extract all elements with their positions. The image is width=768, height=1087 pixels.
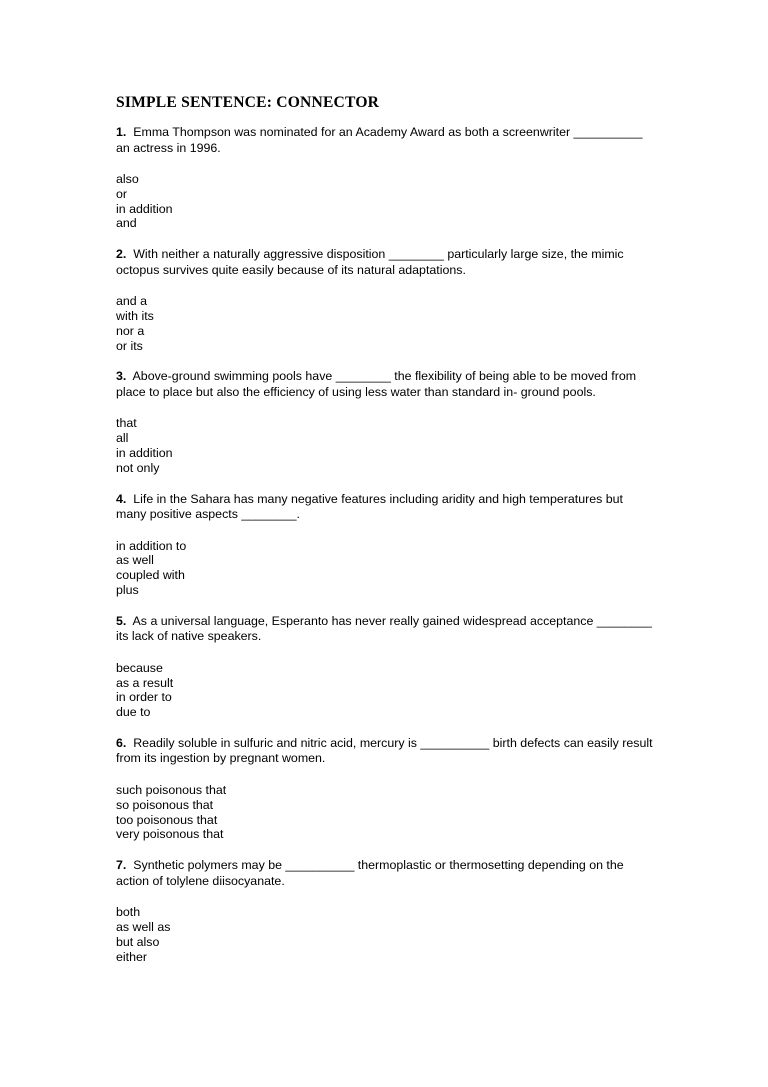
question-body: Life in the Sahara has many negative features including aridity and high temperatures but many positive aspects ________. xyxy=(116,491,623,522)
question-number: 2. xyxy=(116,247,127,262)
answer-options xyxy=(116,905,656,964)
answer-option: all xyxy=(116,431,129,446)
answer-option: in addition xyxy=(116,201,173,216)
answer-option: that xyxy=(116,416,137,431)
answer-option: in order to xyxy=(116,690,172,705)
question-body: As a universal language, Esperanto has never really gained widespread acceptance ________ its lack of native speakers. xyxy=(116,613,652,644)
question-number: 7. xyxy=(116,858,127,873)
question-text xyxy=(116,492,656,523)
question-7 xyxy=(116,858,656,964)
answer-option: such poisonous that xyxy=(116,782,227,797)
answer-option: or its xyxy=(116,338,143,353)
question-4 xyxy=(116,492,656,614)
question-text xyxy=(116,247,656,278)
answer-options xyxy=(116,539,656,598)
answer-option: nor a xyxy=(116,323,145,338)
worksheet-page xyxy=(116,93,656,964)
answer-option: due to xyxy=(116,705,151,720)
question-body: Emma Thompson was nominated for an Academy Award as both a screenwriter __________ an actress in 1996. xyxy=(116,125,643,155)
answer-option: or xyxy=(116,186,128,201)
answer-option: and xyxy=(116,216,137,231)
question-body: With neither a naturally aggressive disposition ________ particularly large size, the mimic octopus survives quite easily because of its natural adaptations. xyxy=(116,247,624,277)
question-body: Readily soluble in sulfuric and nitric acid, mercury is __________ birth defects can easily result from its ingestion by pregnant women. xyxy=(116,735,653,766)
answer-option: so poisonous that xyxy=(116,797,214,812)
question-text xyxy=(116,369,656,400)
question-3 xyxy=(116,369,656,491)
question-body: Synthetic polymers may be __________ thermoplastic or thermosetting depending on the action of tolylene diisocyanate. xyxy=(116,858,624,888)
question-6 xyxy=(116,736,656,858)
question-spacer xyxy=(116,476,656,492)
question-spacer xyxy=(116,842,656,858)
answer-option: in addition xyxy=(116,445,173,460)
question-body: Above-ground swimming pools have ________ the flexibility of being able to be moved from place to place but also the efficiency of using less water than standard in- ground pools. xyxy=(116,369,637,399)
question-number: 1. xyxy=(116,125,127,139)
answer-option: not only xyxy=(116,460,160,475)
question-number: 5. xyxy=(116,613,127,628)
answer-option: both xyxy=(116,905,141,920)
answer-options xyxy=(116,294,656,353)
question-number: 4. xyxy=(116,491,127,506)
question-1 xyxy=(116,125,656,247)
question-2 xyxy=(116,247,656,369)
answer-option: coupled with xyxy=(116,568,185,583)
answer-option: as well xyxy=(116,553,154,568)
question-spacer xyxy=(116,598,656,614)
question-5 xyxy=(116,614,656,736)
answer-option: and a xyxy=(116,294,148,309)
answer-options xyxy=(116,783,656,842)
question-number: 6. xyxy=(116,735,127,750)
answer-option: with its xyxy=(116,308,154,323)
answer-option: too poisonous that xyxy=(116,812,218,827)
answer-option: but also xyxy=(116,934,160,949)
question-number: 3. xyxy=(116,369,127,384)
answer-options xyxy=(116,172,656,231)
question-text xyxy=(116,858,656,889)
question-spacer xyxy=(116,231,656,247)
answer-option: also xyxy=(116,172,139,186)
answer-option: as a result xyxy=(116,675,174,690)
question-text xyxy=(116,614,656,645)
question-spacer xyxy=(116,720,656,736)
answer-option: because xyxy=(116,660,163,675)
answer-option: in addition to xyxy=(116,538,187,553)
question-spacer xyxy=(116,353,656,369)
question-list xyxy=(116,125,656,964)
page-title: SIMPLE SENTENCE: CONNECTOR xyxy=(116,94,380,111)
answer-option: very poisonous that xyxy=(116,827,224,842)
answer-options xyxy=(116,416,656,475)
answer-options xyxy=(116,661,656,720)
question-text xyxy=(116,736,656,767)
answer-option: plus xyxy=(116,582,139,597)
question-text xyxy=(116,125,656,156)
answer-option: either xyxy=(116,949,147,964)
answer-option: as well as xyxy=(116,919,171,934)
